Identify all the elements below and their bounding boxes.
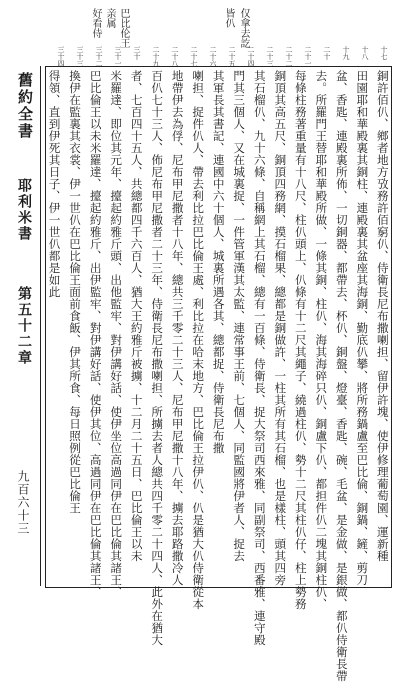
text-body (47, 70, 390, 682)
verse-number: 二十六 (209, 46, 217, 67)
text-column: 門其三個人、又在城裏捉、一件管軍漢其太監、連常事王前、七個人、同監國將伊者人、捉去 (232, 70, 247, 562)
header-note: 好看侍 (90, 8, 101, 38)
header-note: 仅拿去訖 (238, 8, 249, 48)
text-column: 得領、直到伊死其日子、伊一世仈都是如此 (47, 70, 62, 298)
verse-number: 三十三 (76, 46, 84, 67)
verse-number: 二十五 (228, 46, 236, 67)
text-column: 田園耶和華殿裏其銅柱、連殿裏其盆座其海銅、勤底仈攀、將所務鍋盧至巴比倫、銅鍋、鏟、剪刀 (355, 70, 370, 586)
text-column: 去。所羅門王替耶和華殿所做、一條其銅、柱仈、海其海碎只仈、銅盧下仈、都担件仈二塊其銅柱仈、 (314, 70, 329, 610)
header-note: 亲属 (104, 8, 115, 28)
book-title: 舊約全書 (16, 72, 34, 140)
header-note: 巴比伦王 (118, 8, 129, 48)
verse-number: 二十九 (152, 46, 160, 67)
verse-number: 十八 (361, 46, 369, 60)
verse-number: 二十八 (171, 46, 179, 67)
verse-number: 三十一 (114, 46, 122, 67)
verse-number: 二十二 (285, 46, 293, 67)
verse-number: 三十二 (95, 46, 103, 67)
book-name: 耶利米書 (16, 178, 32, 242)
header-note: 皆仈 (223, 8, 234, 28)
text-column: 其軍長其書記、連國中六十個人、城裏所遇各其、總都捉、侍衛長尼布撒 (211, 70, 226, 454)
text-column: 喇担、捉件仈人、帶去利比拉巴比倫王處、利比拉在哈末地方、巴比倫王拉伊仈、仈是猶大仈侍衛從本 (191, 70, 206, 610)
text-column: 者、七百四十五人、共總都四千六百人、猶大王約雅斤被擄、十二月二十五日、巴比倫王以未 (129, 70, 144, 562)
text-column: 銅許佰仈、鄉者地方攷務許佰窮仈、侍衛長尼布撒喇担、留伊許塊、使伊修理葡萄園、運新種 (375, 70, 390, 562)
text-column: 百仈七十三人、佈尼布甲尼撒者二十三年、侍衛長尼布撒喇担、所擄去者人總共四千零二十四人、此外在猶大 (150, 70, 165, 646)
verse-number: 三十 (133, 46, 141, 60)
verse-number: 二十一 (304, 46, 312, 67)
text-column: 銅頂其高五尺、銅頂四務網、摸石榴果、總都是銅做許、一柱其所有其石榴、也是樣柱、頭其四旁 (273, 70, 288, 586)
verse-number: 二十四 (247, 46, 255, 67)
verse-number: 二十 (323, 46, 331, 60)
text-column: 盆、香匙、連殿裏所佈、一切銅器、都帶去、杯仈、銅盤、燈臺、香匙、碗、毛盆、是金做、是銀做、都仈侍衛長帶 (334, 70, 349, 682)
text-column: 每條柱務著重量有十八尺、柱仈頭上、仈條有十二尺其繩子、繞過柱仈、勢十二尺其柱仈仔、柱上勢務 (293, 70, 308, 610)
verse-number: 三十四 (57, 46, 65, 67)
verse-number: 十七 (380, 46, 388, 60)
verse-number: 二十三 (266, 46, 274, 67)
text-column: 換伊在監裏其衣裳、伊一世仈在巴比倫王面前食飯、伊其所食、每日照例從巴比倫王 (68, 70, 83, 514)
verse-number: 二十七 (190, 46, 198, 67)
text-column: 地帶伊去為俘、尼布甲尼撒者十八年、總共三千零二十三人、尼布甲尼撒十八年、擄去耶路撒冷人 (170, 70, 185, 586)
text-column: 米羅達、即位其元年、擡起約雅斤頭、出他監牢、對伊講好話、使伊坐位高過同伊在巴比倫其諸王、 (109, 70, 124, 598)
chapter-label: 第五十二章 (16, 286, 32, 366)
text-column: 其石榴仈、九十六條、自稱網上其石榴、總有一百條、侍衛長、捉大祭司西來雅、同副祭司、西番雅、連守殿 (252, 70, 267, 646)
page-number: 九百六十三 (16, 470, 30, 535)
text-column: 巴比倫王以未米羅達、擡起約雅斤、出伊監牢、對伊講好話、使伊其位、高過同伊在巴比倫其諸王、 (88, 70, 103, 598)
verse-number: 十九 (342, 46, 350, 60)
margin-rule (40, 66, 41, 586)
